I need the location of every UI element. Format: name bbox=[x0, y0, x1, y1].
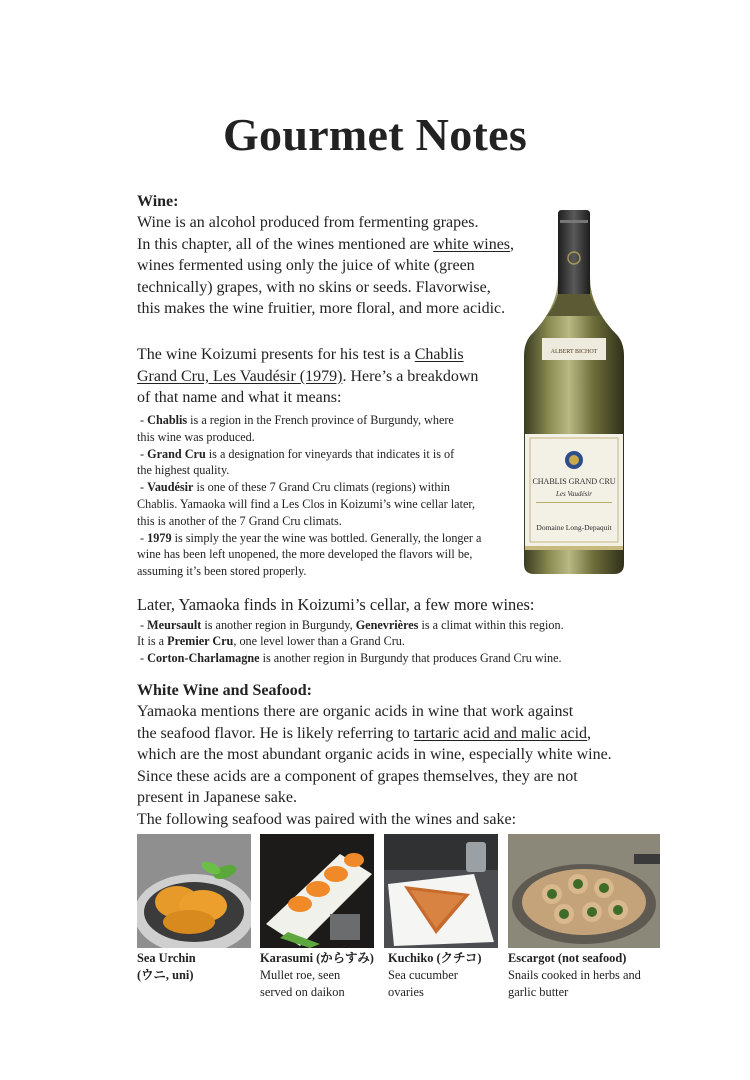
seafood-heading: White Wine and Seafood: bbox=[137, 682, 312, 699]
name-breakdown-list bbox=[137, 412, 517, 580]
cellar-item-premier-cru: It is a Premier Cru, one level lower than a Grand Cru. bbox=[137, 634, 405, 649]
seafood-line: present in Japanese sake. bbox=[137, 789, 297, 806]
seafood-line: which are the most abundant organic acids in wine, especially white wine. bbox=[137, 746, 612, 763]
caption-sea-urchin: Sea Urchin (ウニ, uni) bbox=[137, 951, 196, 982]
bottle-brand-label: ALBERT BICHOT bbox=[550, 349, 598, 355]
caption-kuchiko: Kuchiko (クチコ) Sea cucumber ovaries bbox=[388, 951, 482, 999]
chablis-link-part2[interactable]: Grand Cru, Les Vaudésir (1979) bbox=[137, 367, 343, 385]
sea-urchin-image bbox=[137, 834, 251, 948]
breakdown-item-1979: - 1979 is simply the year the wine was bottled. Generally, the longer a wine has been left unopened, the more developed the flavors will be, assuming it’s been stored properly. bbox=[137, 530, 482, 579]
wine-intro-line: In this chapter, all of the wines mentioned are white wines, bbox=[137, 235, 515, 253]
karasumi-image bbox=[260, 834, 374, 948]
wine-section bbox=[137, 192, 557, 320]
seafood-line: Since these acids are a component of grapes themselves, they are not bbox=[137, 767, 578, 785]
wine-intro bbox=[137, 212, 557, 320]
chablis-link-part1[interactable]: Chablis bbox=[414, 346, 464, 363]
wine-intro-line: technically) grapes, with no skins or seeds. Flavorwise, bbox=[137, 278, 491, 296]
koizumi-line: of that name and what it means: bbox=[137, 389, 342, 406]
koizumi-line: The wine Koizumi presents for his test is a Chablis bbox=[137, 346, 464, 363]
wine-bottle-image bbox=[522, 208, 626, 576]
koizumi-line: Grand Cru, Les Vaudésir (1979). Here’s a breakdown bbox=[137, 367, 479, 385]
seafood-line: the seafood flavor. He is likely referring to tartaric acid and malic acid, bbox=[137, 724, 592, 742]
cellar-lead: Later, Yamaoka finds in Koizumi’s cellar, a few more wines: bbox=[137, 595, 535, 614]
wine-intro-line: wines fermented using only the juice of white (green bbox=[137, 257, 475, 274]
bottle-domaine: Domaine Long-Depaquit bbox=[536, 523, 612, 532]
page-title: Gourmet Notes bbox=[222, 109, 528, 160]
wine-heading: Wine: bbox=[137, 193, 179, 210]
escargot-image bbox=[508, 834, 660, 948]
caption-karasumi: Karasumi (からすみ) Mullet roe, seen served on daikon bbox=[260, 951, 374, 999]
bottle-wine-name: CHABLIS GRAND CRU bbox=[532, 477, 616, 486]
seafood-section bbox=[137, 681, 737, 830]
white-wines-link[interactable]: white wines bbox=[433, 235, 511, 253]
kuchiko-image bbox=[384, 834, 498, 948]
koizumi-paragraph bbox=[137, 344, 527, 409]
breakdown-item-vaudesir: - Vaudésir is one of these 7 Grand Cru climats (regions) within Chablis. Yamaoka will find a Les Clos in Koizumi’s wine cellar later, this is another of the 7 Grand Cru climats. bbox=[137, 480, 475, 528]
seafood-paragraph bbox=[137, 701, 737, 830]
breakdown-item-chablis: - Chablis is a region in the French province of Burgundy, where this wine was produced. bbox=[137, 413, 454, 444]
wine-intro-line: Wine is an alcohol produced from fermenting grapes. bbox=[137, 214, 479, 231]
cellar-item-meursault: - Meursault is another region in Burgundy, Genevrières is a climat within this region. bbox=[137, 617, 564, 632]
cellar-item-corton: - Corton-Charlamagne is another region in Burgundy that produces Grand Cru wine. bbox=[137, 651, 562, 666]
seafood-line: The following seafood was paired with the wines and sake: bbox=[137, 810, 517, 828]
organic-acids-link[interactable]: tartaric acid and malic acid bbox=[413, 724, 588, 742]
breakdown-item-grand-cru: - Grand Cru is a designation for vineyards that indicates it is of the highest quality. bbox=[137, 446, 455, 478]
cellar-section bbox=[137, 594, 637, 667]
bottle-climat: Les Vaudésir bbox=[556, 490, 592, 498]
cellar-list bbox=[137, 617, 637, 667]
seafood-line: Yamaoka mentions there are organic acids in wine that work against bbox=[137, 703, 574, 720]
caption-escargot: Escargot (not seafood) Snails cooked in herbs and garlic butter bbox=[508, 951, 641, 999]
wine-intro-line: this makes the wine fruitier, more floral, and more acidic. bbox=[137, 300, 506, 317]
